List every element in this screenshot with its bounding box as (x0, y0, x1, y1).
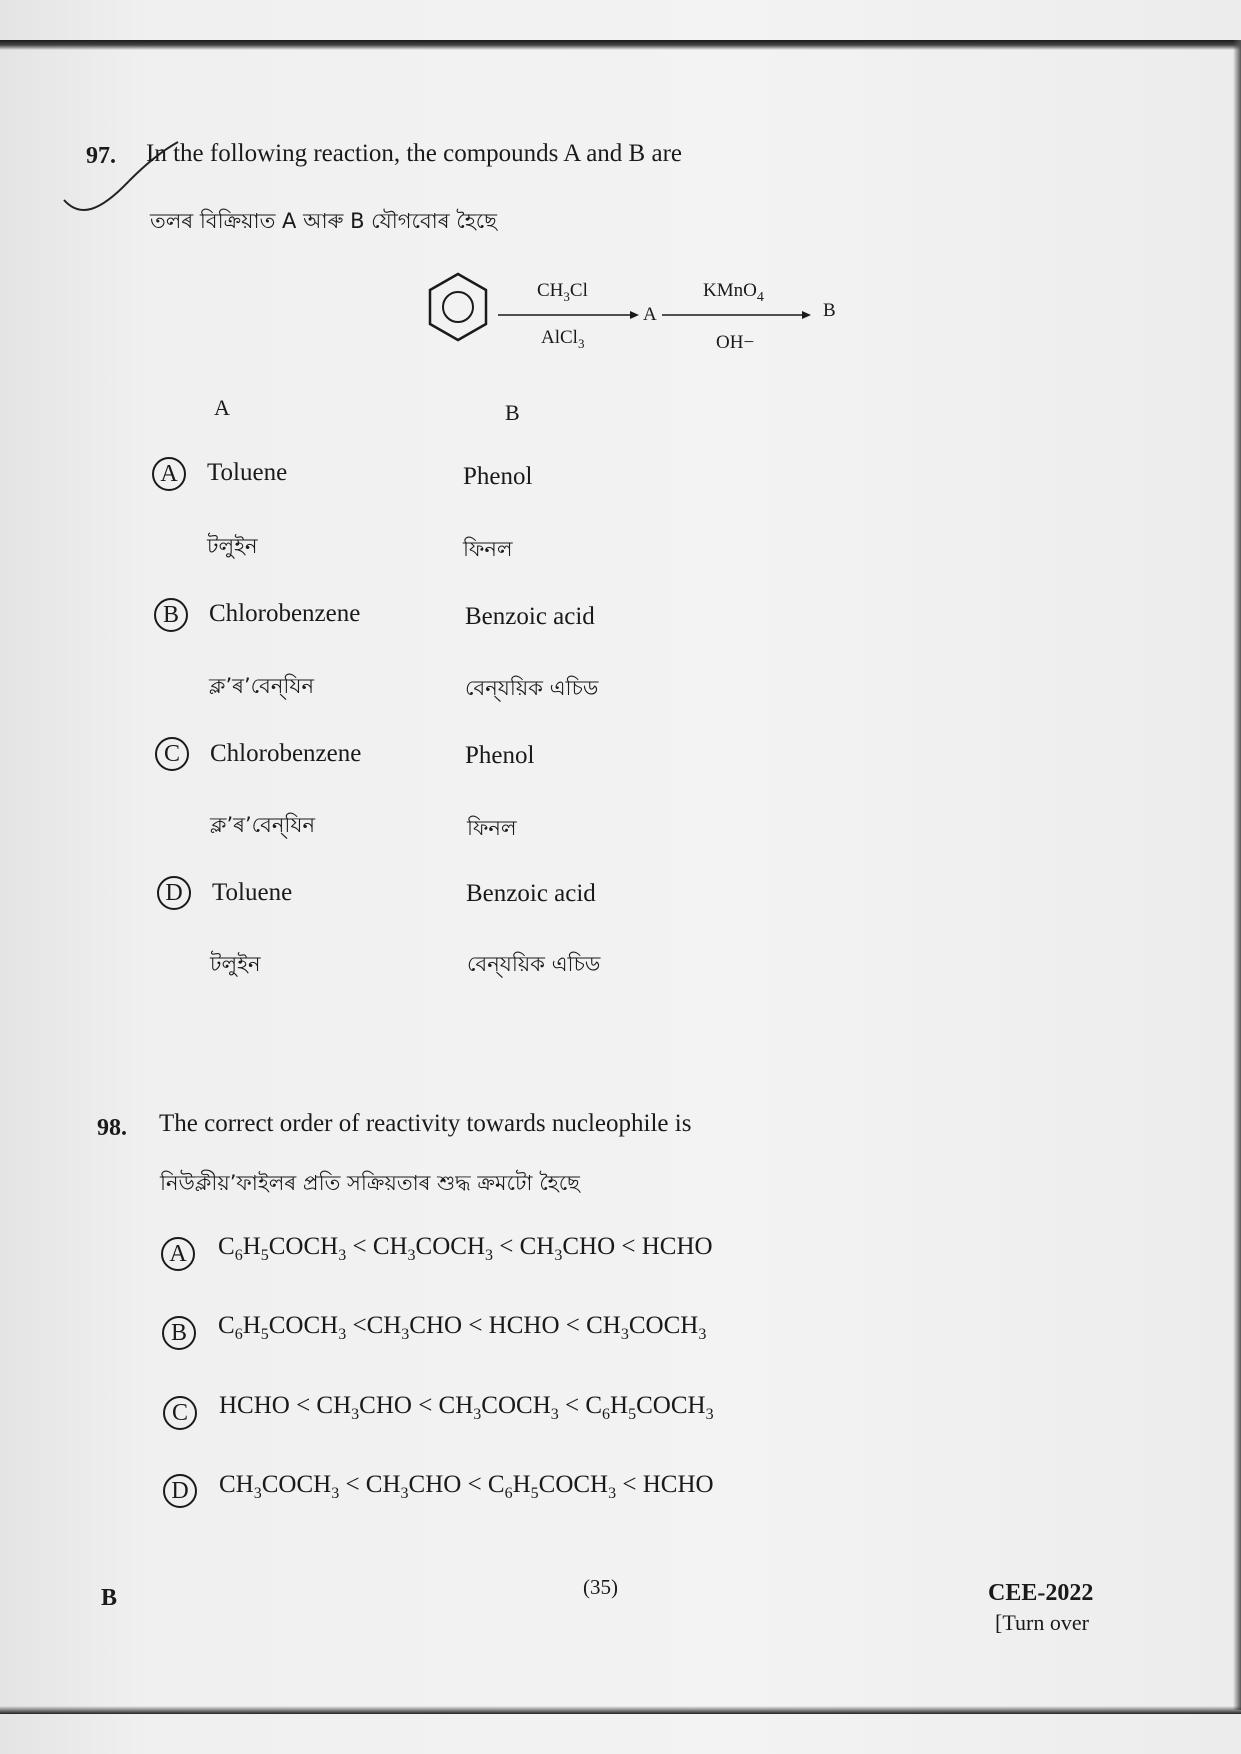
q97-option-a-bubble[interactable]: A (152, 457, 186, 491)
q97-question-bn: তলৰ বিক্ৰিয়াত A আৰু B যৌগবোৰ হৈছে (150, 209, 497, 233)
q97-question-en: In the following reaction, the compounds A and B are (146, 140, 682, 167)
scan-edge-bottom (0, 1706, 1241, 1714)
q97-option-c-b-bn: ফিনল (467, 816, 517, 840)
q98-option-c-formula: HCHO < $CH_3CHO$ < $CH_3COCH_3$ < $C_6H_5COCH_3$ (219, 1392, 714, 1423)
q98-question-bn: নিউক্লীয়’ফাইলৰ প্ৰতি সক্ৰিয়তাৰ শুদ্ধ ক্ৰমটো হৈছে (160, 1171, 580, 1195)
q97-reaction-scheme (420, 268, 860, 368)
reaction-arrow-1-head (630, 311, 639, 319)
q97-option-d-a-en: Toluene (212, 879, 293, 906)
q98-option-a-formula: $C_6H_5COCH_3$ < $CH_3COCH_3 < CH_3CHO$ < HCHO (218, 1233, 713, 1264)
q97-option-d-bubble[interactable]: D (157, 876, 191, 910)
benzene-aromatic-circle (443, 292, 473, 322)
q97-option-b-a-en: Chlorobenzene (209, 600, 361, 627)
q98-option-d-bubble[interactable]: D (163, 1474, 197, 1508)
reaction-arrow-2-head (802, 311, 811, 319)
q97-option-c-a-bn: ক্ল’ৰ’বেন্‌যিন (210, 813, 315, 837)
q97-option-d-b-bn: বেন্‌যয়িক এচিড (467, 952, 601, 976)
q97-option-b-b-bn: বেন্‌যয়িক এচিড (465, 676, 599, 700)
reagent1-bottom: AlCl$_3$ (541, 327, 585, 351)
scan-edge-top (0, 40, 1241, 50)
footer-turn-over: [Turn over (995, 1610, 1089, 1635)
q97-option-a-b-en: Phenol (463, 463, 533, 490)
q97-option-c-b-en: Phenol (465, 742, 535, 769)
q97-number: 97. (86, 143, 116, 169)
q98-option-c-bubble[interactable]: C (163, 1396, 197, 1430)
q97-option-b-bubble[interactable]: B (154, 598, 188, 632)
footer-exam-code: CEE-2022 (988, 1580, 1094, 1606)
q97-column-b-head: B (505, 400, 520, 425)
q98-question-en: The correct order of reactivity towards nucleophile is (159, 1110, 692, 1137)
q98-option-b-formula: $C_6H_5COCH_3 <CH_3CHO$ < HCHO < $CH_3COCH_3$ (218, 1312, 707, 1343)
q97-option-c-bubble[interactable]: C (155, 737, 189, 771)
q97-option-b-a-bn: ক্ল’ৰ’বেন্‌যিন (209, 674, 314, 698)
reagent2-bottom: OH− (716, 332, 755, 353)
q97-option-d-a-bn: টলুইন (210, 952, 261, 976)
footer-page-number: (35) (583, 1575, 618, 1599)
q97-option-b-b-en: Benzoic acid (465, 603, 595, 630)
q98-number: 98. (97, 1115, 127, 1141)
intermediate-a: A (643, 304, 657, 325)
scan-edge-right (1233, 40, 1241, 1710)
footer-set-letter: B (101, 1585, 118, 1611)
benzene-ring (430, 274, 486, 340)
q97-option-a-a-en: Toluene (207, 459, 288, 486)
reagent2-top: KMnO$_4$ (703, 280, 764, 305)
q98-option-b-bubble[interactable]: B (162, 1316, 196, 1350)
q97-option-c-a-en: Chlorobenzene (210, 740, 362, 767)
product-b: B (823, 300, 836, 321)
q97-option-a-a-bn: টলুইন (207, 534, 258, 558)
q98-option-a-bubble[interactable]: A (161, 1237, 195, 1271)
q97-option-a-b-bn: ফিনল (463, 537, 513, 561)
reagent1-top: $CH_3Cl$ (537, 280, 588, 304)
q98-option-d-formula: $CH_3COCH_3 < CH_3CHO$ < $C_6H_5COCH_3$ < HCHO (219, 1471, 714, 1502)
q97-option-d-b-en: Benzoic acid (466, 880, 596, 907)
q97-column-a-head: A (214, 395, 230, 420)
